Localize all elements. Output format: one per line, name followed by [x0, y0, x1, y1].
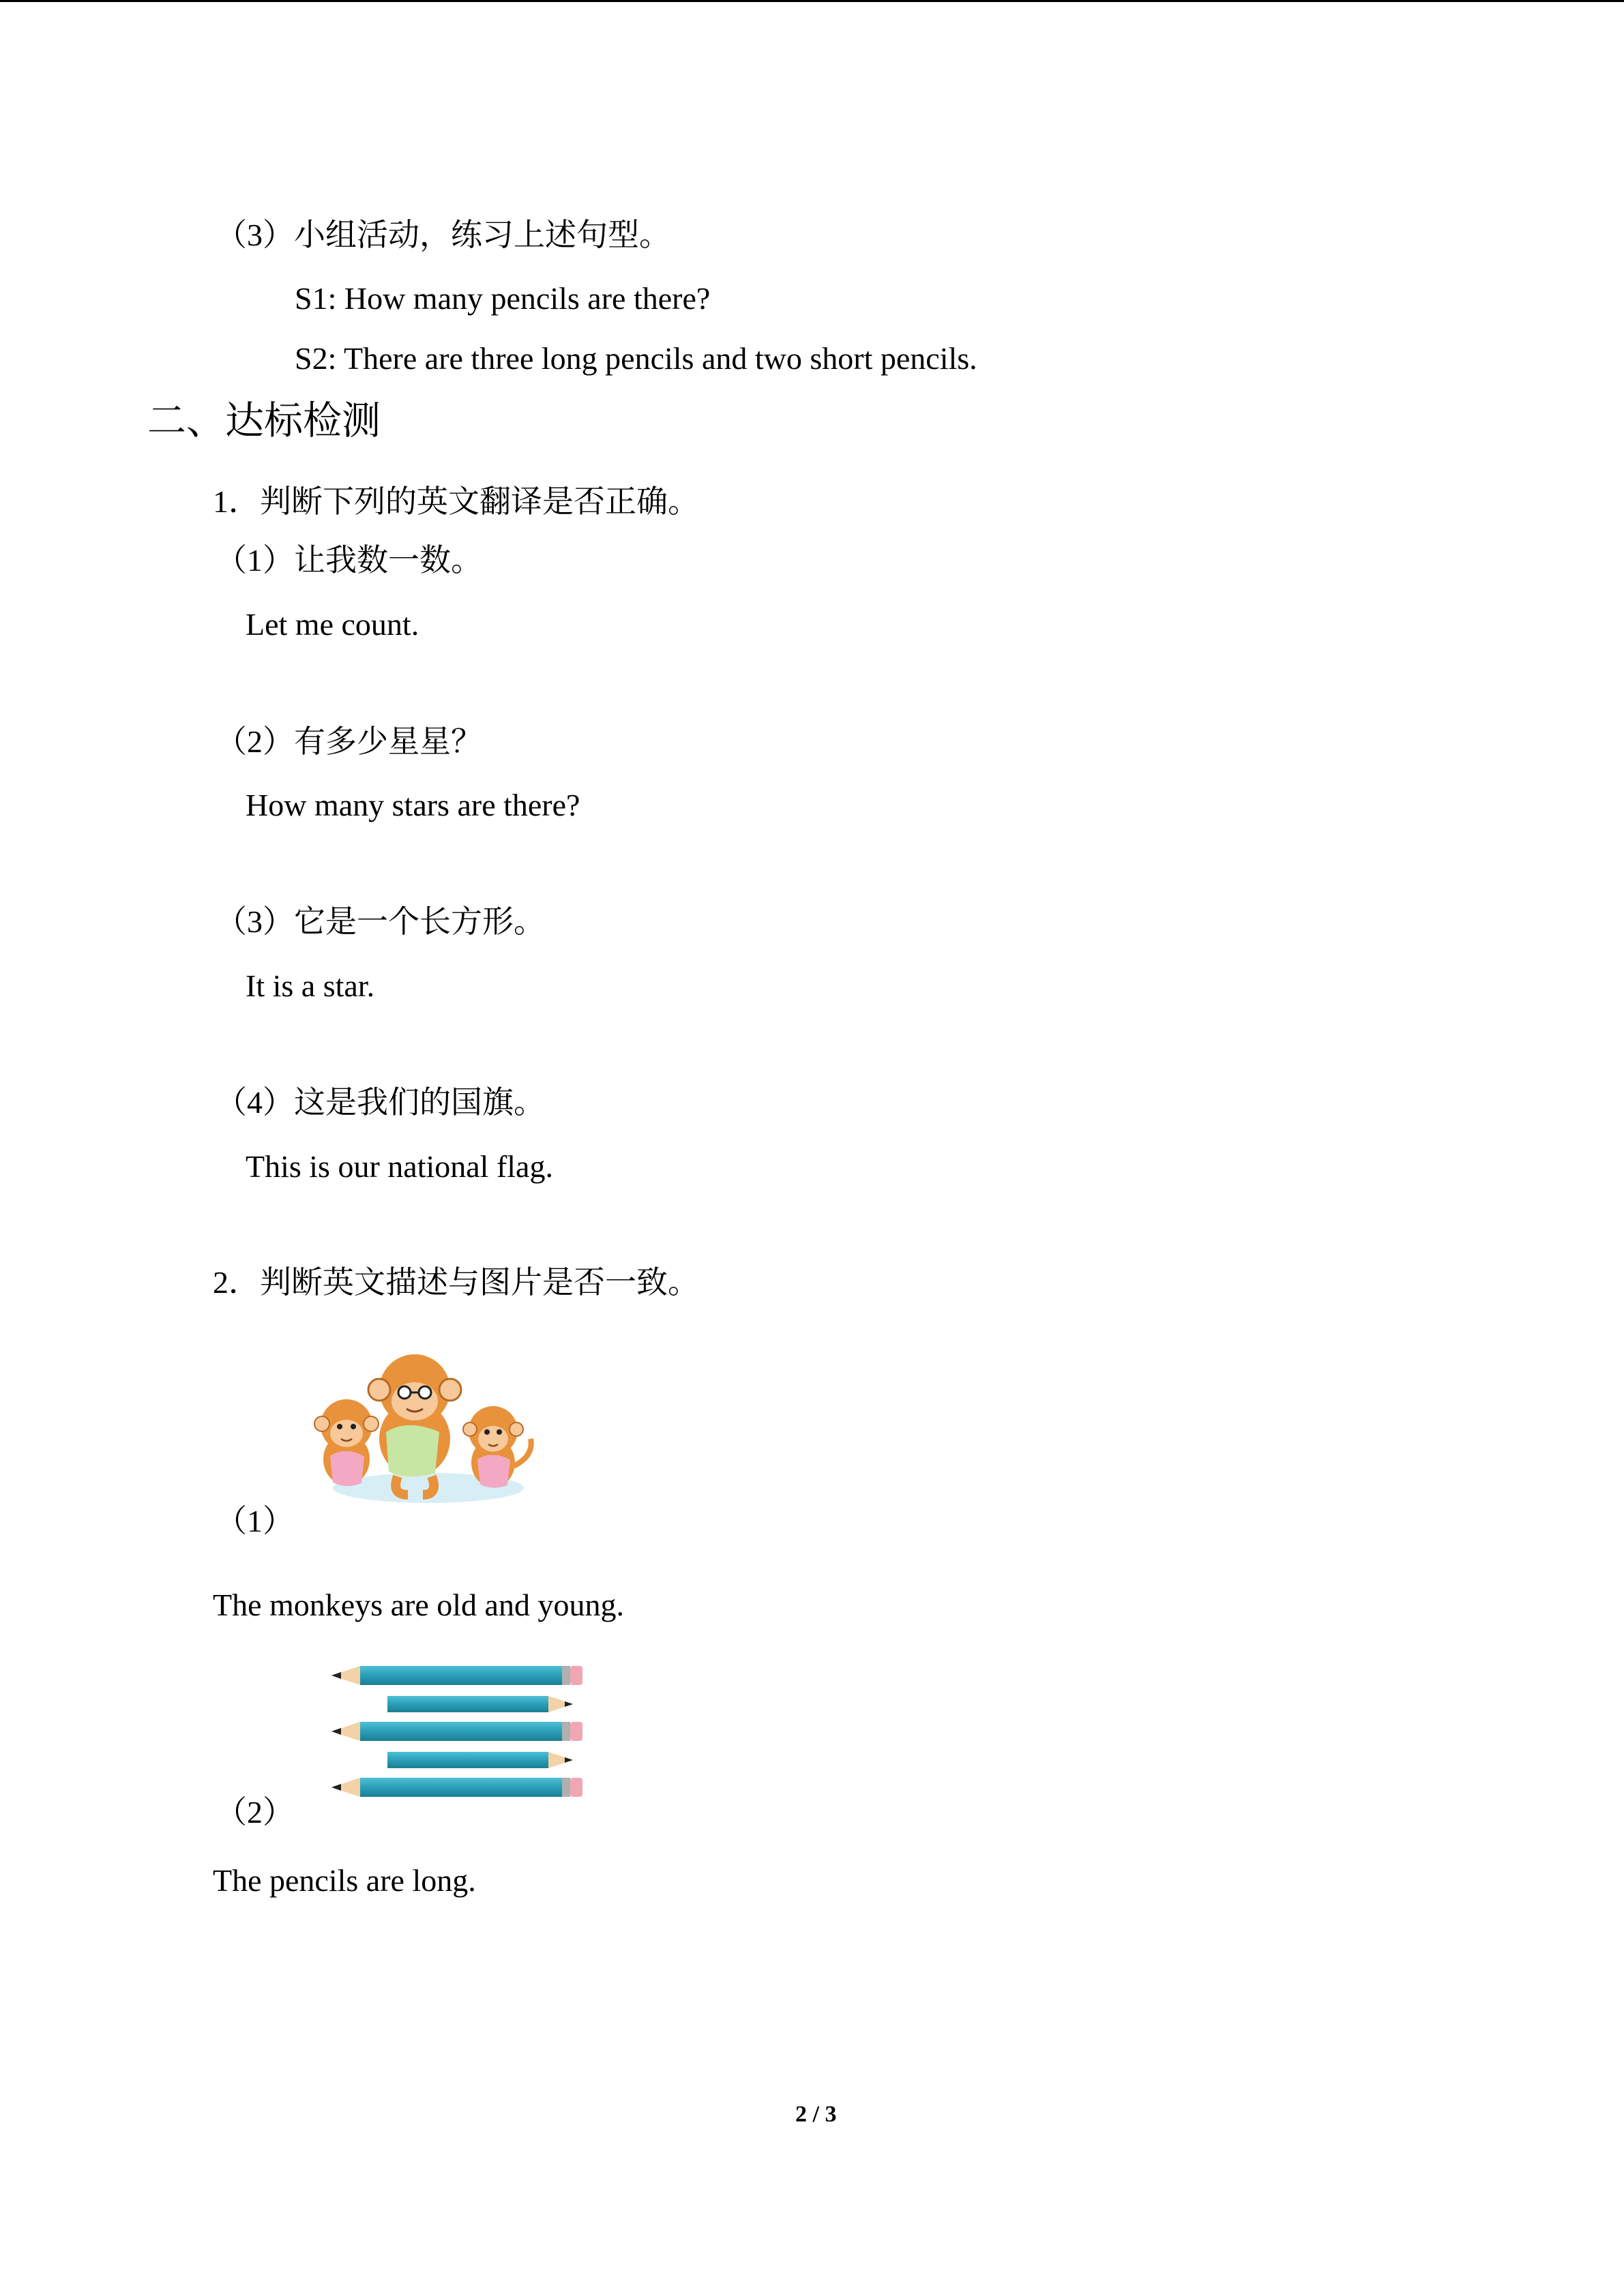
pencils-illustration [326, 1647, 588, 1810]
q2-item-2-label: （2） [216, 1795, 294, 1830]
q1-item-4-chinese: （4）这是我们的国旗。 [216, 1085, 545, 1120]
q2-item-2-english: The pencils are long. [213, 1863, 476, 1898]
short-pencil-2 [387, 1752, 573, 1768]
q1-item-2-chinese: （2）有多少星星？ [216, 724, 482, 759]
q2-item-1-english: The monkeys are old and young. [213, 1587, 624, 1622]
section-heading-assessment: 二、达标检测 [147, 400, 381, 443]
long-pencil-2 [331, 1722, 582, 1741]
question-1-title: 1．判断下列的英文翻译是否正确。 [213, 484, 699, 519]
short-pencil-1 [387, 1696, 573, 1712]
long-pencil-1 [331, 1666, 582, 1685]
top-border-line [0, 0, 1624, 2]
dialogue-line-s2: S2: There are three long pencils and two short pencils. [295, 341, 977, 376]
long-pencil-3 [331, 1778, 582, 1797]
q1-item-1-chinese: （1）让我数一数。 [216, 543, 482, 578]
q1-item-4-english: This is our national flag. [246, 1149, 553, 1184]
q1-item-2-english: How many stars are there? [246, 788, 580, 822]
q1-item-1-english: Let me count. [246, 607, 419, 642]
q1-item-3-chinese: （3）它是一个长方形。 [216, 904, 545, 939]
question-2-title: 2．判断英文描述与图片是否一致。 [213, 1265, 699, 1300]
page-number: 2 / 3 [795, 2102, 837, 2127]
dialogue-line-s1: S1: How many pencils are there? [295, 281, 711, 316]
monkeys-illustration [306, 1337, 552, 1514]
q2-item-1-label: （1） [216, 1504, 294, 1538]
q1-item-3-english: It is a star. [246, 968, 375, 1003]
activity-item-3-title: （3）小组活动，练习上述句型。 [216, 218, 670, 252]
